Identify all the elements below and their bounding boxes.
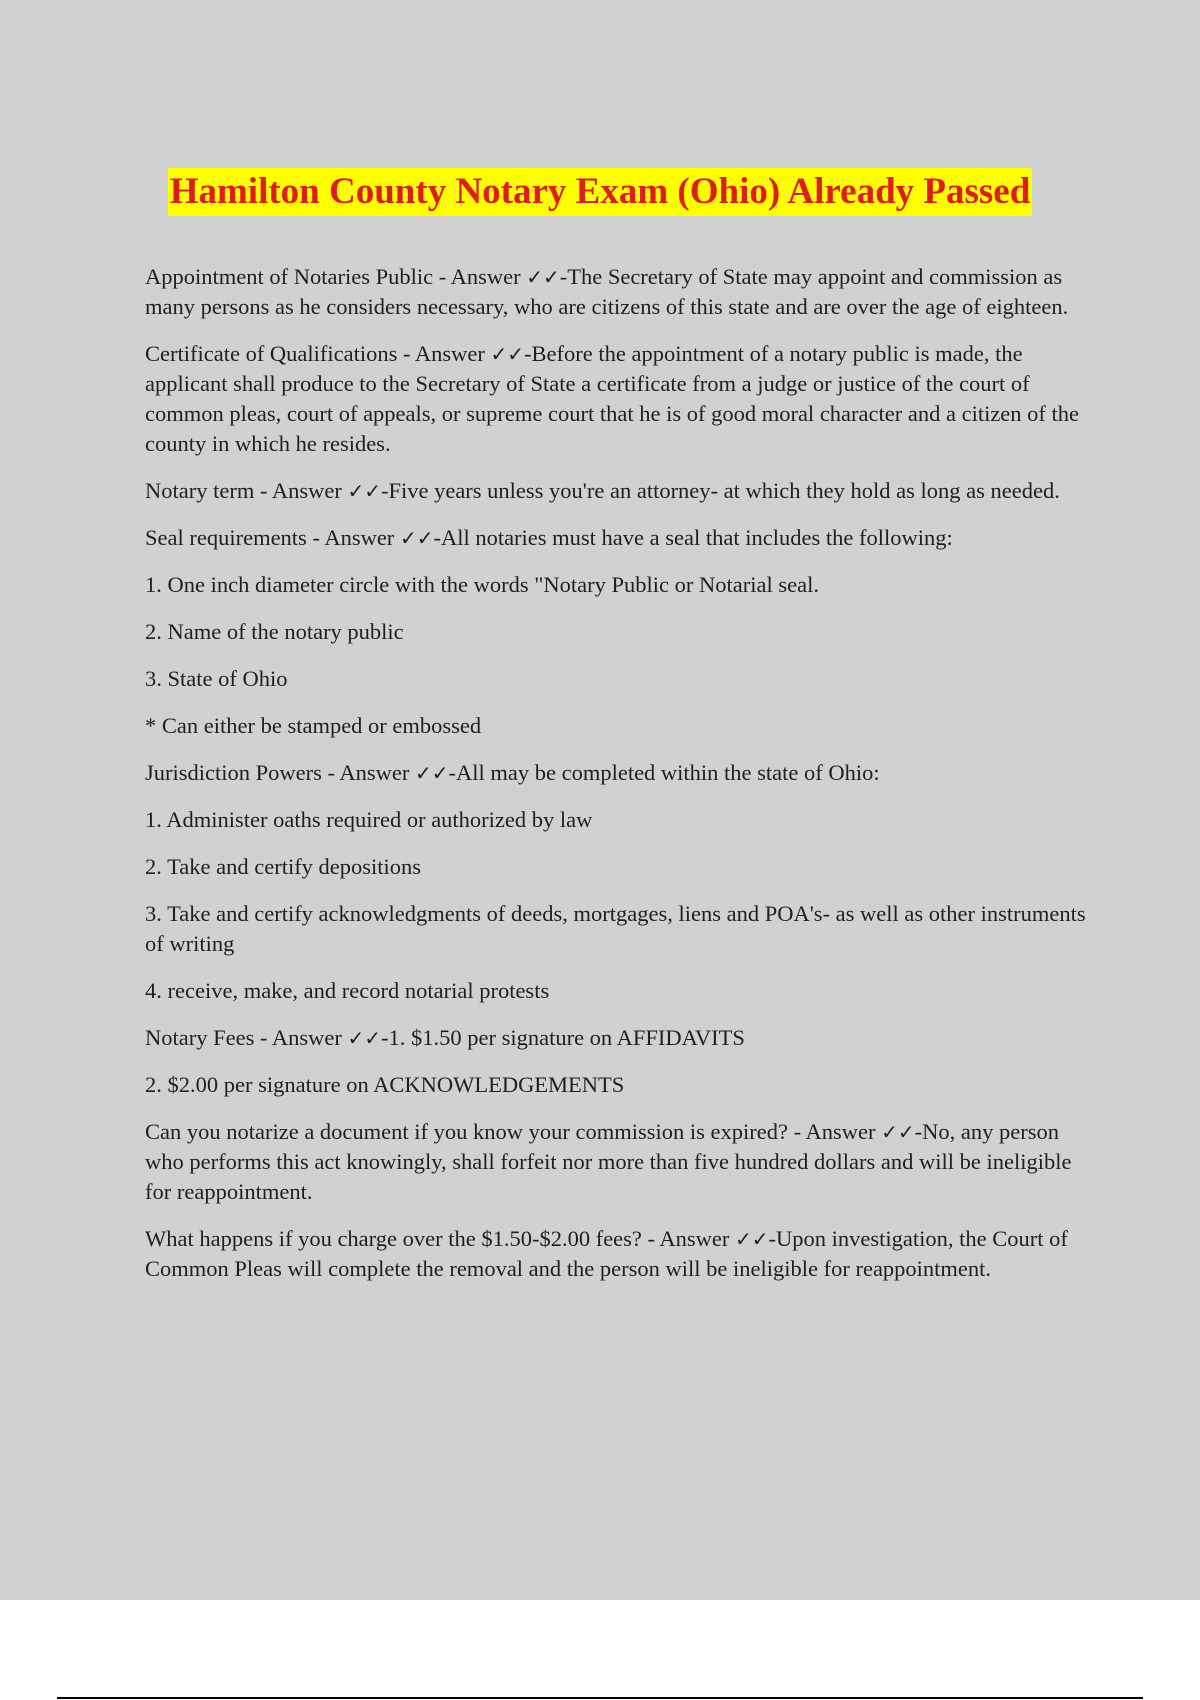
checkmark-icon: ✓✓ — [526, 265, 560, 289]
checkmark-icon: ✓✓ — [347, 1026, 381, 1050]
qa-paragraph — [145, 1224, 1090, 1284]
question-text: Seal requirements - Answer — [145, 525, 400, 550]
list-item: 3. Take and certify acknowledgments of deeds, mortgages, liens and POA's- as well as other instruments of writing — [145, 901, 1086, 956]
list-item: 2. $2.00 per signature on ACKNOWLEDGEMENTS — [145, 1072, 625, 1097]
answer-text: -Upon investigation, the Court of Common Pleas will complete the removal and the person will be ineligible for reappointment. — [145, 1226, 1068, 1281]
question-text: Can you notarize a document if you know your commission is expired? - Answer — [145, 1119, 882, 1144]
qa-paragraph — [145, 262, 1090, 322]
question-text: Notary Fees - Answer — [145, 1025, 348, 1050]
list-item: 1. Administer oaths required or authorized by law — [145, 807, 593, 832]
checkmark-icon: ✓✓ — [347, 479, 381, 503]
answer-text: -The Secretary of State may appoint and commission as many persons as he considers necessary, who are citizens of this state and are over the age of eighteen. — [145, 264, 1069, 319]
answer-text: -All notaries must have a seal that includes the following: — [433, 525, 953, 550]
question-text: Certificate of Qualifications - Answer — [145, 341, 491, 366]
question-text: What happens if you charge over the $1.50-$2.00 fees? - Answer — [145, 1226, 736, 1251]
answer-text: -1. $1.50 per signature on AFFIDAVITS — [380, 1025, 745, 1050]
question-text: Appointment of Notaries Public - Answer — [145, 264, 527, 289]
answer-text: -All may be completed within the state of Ohio: — [448, 760, 880, 785]
checkmark-icon: ✓✓ — [399, 526, 434, 550]
list-item: 4. receive, make, and record notarial protests — [145, 978, 550, 1003]
list-item: * Can either be stamped or embossed — [145, 713, 482, 738]
qa-paragraph — [145, 1117, 1090, 1207]
qa-paragraph — [145, 758, 1090, 788]
document-title: Hamilton County Notary Exam (Ohio) Already Passed — [168, 168, 1033, 216]
list-item: 3. State of Ohio — [145, 666, 288, 691]
list-item: 1. One inch diameter circle with the words "Notary Public or Notarial seal. — [145, 572, 819, 597]
checkmark-icon: ✓✓ — [881, 1120, 915, 1144]
qa-paragraph — [145, 1023, 1090, 1053]
list-item: 2. Take and certify depositions — [145, 854, 422, 879]
qa-paragraph — [145, 523, 1090, 553]
qa-paragraph — [145, 476, 1090, 506]
document-body — [145, 262, 1090, 1301]
page-divider — [57, 1697, 1143, 1699]
qa-paragraph — [145, 339, 1090, 459]
checkmark-icon: ✓✓ — [490, 342, 525, 366]
answer-text: -Before the appointment of a notary public is made, the applicant shall produce to the Secretary of State a certificate from a judge or justice of the court of common pleas, court of appeals, or supreme court that he is of good moral character and a citizen of the county in which he resides. — [145, 341, 1080, 456]
question-text: Notary term - Answer — [145, 478, 348, 503]
question-text: Jurisdiction Powers - Answer — [145, 760, 415, 785]
answer-text: -No, any person who performs this act knowingly, shall forfeit nor more than five hundred dollars and will be ineligible for reappointment. — [145, 1119, 1072, 1204]
title-container — [0, 168, 1200, 216]
list-item: 2. Name of the notary public — [145, 619, 404, 644]
checkmark-icon: ✓✓ — [414, 761, 449, 785]
checkmark-icon: ✓✓ — [735, 1227, 769, 1251]
answer-text: -Five years unless you're an attorney- at which they hold as long as needed. — [380, 478, 1060, 503]
